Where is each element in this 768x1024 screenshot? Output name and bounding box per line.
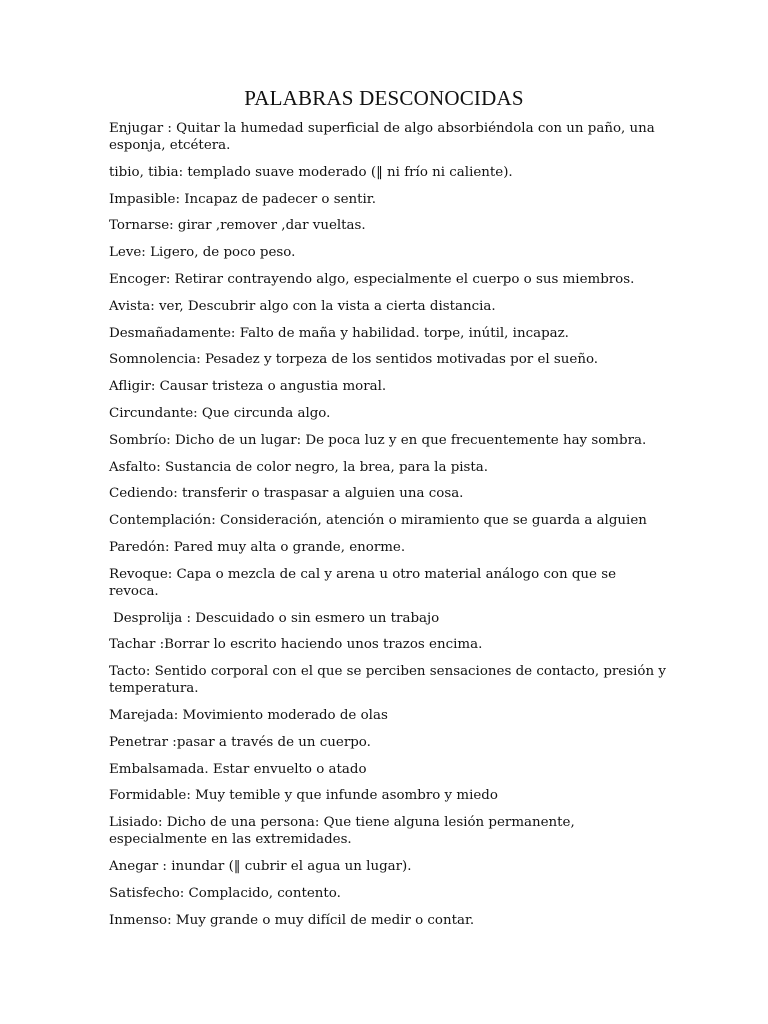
vocabulary-entry-paredon: Paredón: Pared muy alta o grande, enorme. — [109, 539, 406, 555]
vocabulary-entry-cediendo: Cediendo: transferir o traspasar a alguien una cosa. — [109, 486, 464, 502]
vocabulary-entry-contemplacion: Contemplación: Consideración, atención o miramiento que se guarda a alguien — [109, 513, 647, 529]
vocabulary-entry-lisiado: Lisiado: Dicho de una persona: Que tiene alguna lesión permanente, especialmente en las extremidades. — [109, 815, 580, 848]
vocabulary-entry-tacto: Tacto: Sentido corporal con el que se perciben sensaciones de contacto, presión y temperatura. — [109, 664, 671, 697]
vocabulary-entry-anegar: Anegar : inundar (‖ cubrir el agua un lugar). — [109, 858, 412, 874]
vocabulary-entry-desmanadamente: Desmañadamente: Falto de maña y habilidad. torpe, inútil, incapaz. — [109, 325, 569, 341]
vocabulary-entry-formidable: Formidable: Muy temible y que infunde asombro y miedo — [109, 788, 498, 804]
vocabulary-entry-avista: Avista: ver, Descubrir algo con la vista a cierta distancia. — [109, 298, 496, 314]
vocabulary-entry-somnolencia: Somnolencia: Pesadez y torpeza de los sentidos motivadas por el sueño. — [109, 352, 599, 368]
vocabulary-list — [109, 120, 669, 938]
vocabulary-entry-sombrio: Sombrío: Dicho de un lugar: De poca luz y en que frecuentemente hay sombra. — [109, 432, 647, 448]
vocabulary-entry-impasible: Impasible: Incapaz de padecer o sentir. — [109, 191, 376, 207]
vocabulary-entry-enjugar: Enjugar : Quitar la humedad superficial de algo absorbiéndola con un paño, una esponja, etcétera. — [109, 121, 660, 153]
vocabulary-entry-afligir: Afligir: Causar tristeza o angustia moral. — [109, 379, 387, 395]
vocabulary-entry-tornarse: Tornarse: girar ,remover ,dar vueltas. — [109, 218, 366, 234]
vocabulary-entry-tibio: tibio, tibia: templado suave moderado (‖ ni frío ni caliente). — [109, 164, 513, 180]
vocabulary-entry-revoque: Revoque: Capa o mezcla de cal y arena u otro material análogo con que se revoca. — [109, 566, 621, 599]
vocabulary-entry-encoger: Encoger: Retirar contrayendo algo, especialmente el cuerpo o sus miembros. — [109, 271, 635, 287]
vocabulary-entry-leve: Leve: Ligero, de poco peso. — [109, 245, 296, 261]
vocabulary-entry-satisfecho: Satisfecho: Complacido, contento. — [109, 885, 341, 901]
vocabulary-entry-penetrar: Penetrar :pasar a través de un cuerpo. — [109, 734, 371, 750]
vocabulary-entry-inmenso: Inmenso: Muy grande o muy difícil de medir o contar. — [109, 912, 475, 928]
vocabulary-entry-tachar: Tachar :Borrar lo escrito haciendo unos trazos encima. — [109, 637, 483, 653]
vocabulary-entry-circundante: Circundante: Que circunda algo. — [109, 405, 331, 421]
page-title: PALABRAS DESCONOCIDAS — [244, 86, 524, 110]
vocabulary-entry-desprolija: Desprolija : Descuidado o sin esmero un trabajo — [113, 610, 440, 626]
vocabulary-entry-embalsamada: Embalsamada. Estar envuelto o atado — [109, 761, 367, 777]
vocabulary-entry-marejada: Marejada: Movimiento moderado de olas — [109, 707, 388, 723]
vocabulary-entry-asfalto: Asfalto: Sustancia de color negro, la brea, para la pista. — [109, 459, 489, 475]
